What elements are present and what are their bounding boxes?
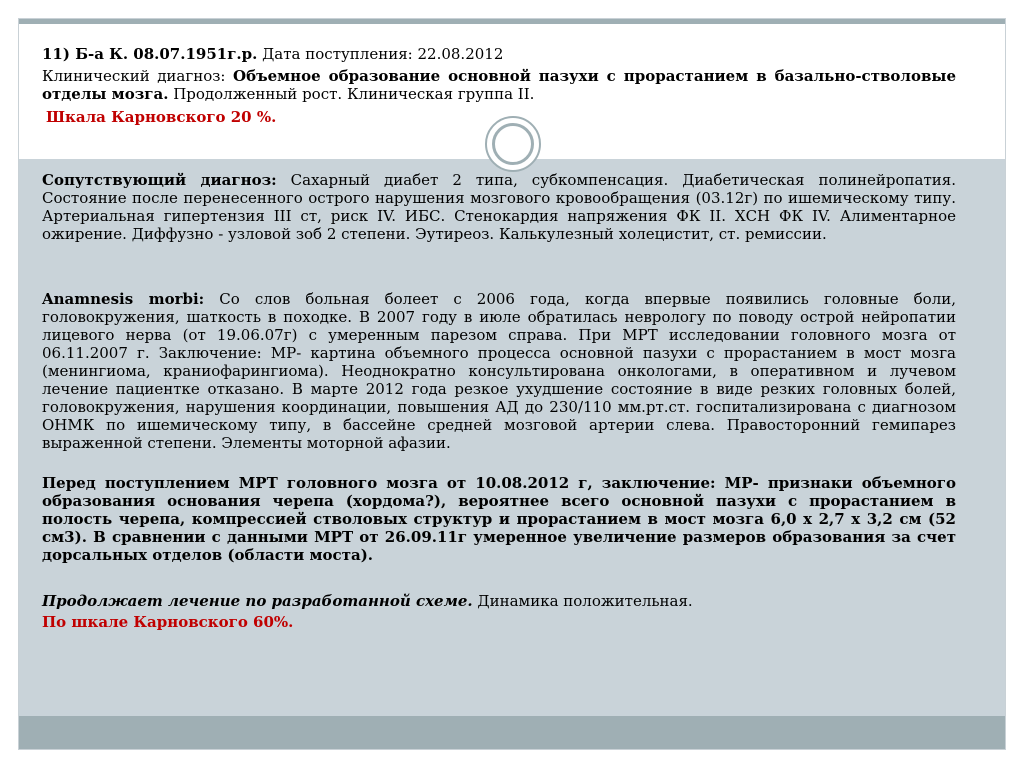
- bottom-accent-strip: [19, 716, 1005, 749]
- diagnosis-label: Клинический диагноз:: [42, 67, 233, 85]
- anamnesis-label: Anamnesis morbi:: [42, 290, 205, 308]
- karnofsky-initial: Шкала Карновского 20 %.: [46, 108, 277, 126]
- patient-id: 11) Б-а К. 08.07.1951г.р.: [42, 45, 258, 63]
- comorbid-diagnosis: [42, 171, 956, 243]
- comorbid-text: Сахарный диабет 2 типа, субкомпенсация. Диабетическая полинейропатия. Состояние после перенесенного острого нарушения мозгового кровообращения (03.12г) по ишемическому типу. Артериальная гипертензия III ст, риск IV. ИБС. Стенокардия напряжения ФК II. ХСН ФК IV. Алиментарное ожирение. Диффузно - узловой зоб 2 степени. Эутиреоз. Калькулезный холецистит, ст. ремиссии.: [42, 171, 956, 243]
- treatment-label: Продолжает лечение по разработанной схеме.: [42, 592, 473, 610]
- anamnesis-text: Со слов больная болеет с 2006 года, когда впервые появились головные боли, головокружения, шаткость в походке. В 2007 году в июле обратилась неврологу по поводу острой нейропатии лицевого нерва (от 19.06.07г) с умеренным парезом справа. При МРТ исследовании головного мозга от 06.11.2007 г. Заключение: МР- картина объемного процесса основной пазухи с прорастанием в мост мозга (менингиома, краниофарингиома). Неоднократно консультирована онкологами, в оперативном и лучевом лечение пациентке отказано. В марте 2012 года резкое ухудшение состояние в виде резких головных болей, головокружения, нарушения координации, повышения АД до 230/110 мм.рт.ст. госпитализирована с диагнозом ОНМК по ишемическому типу, в бассейне средней мозговой артерии слева. Правосторонний гемипарез выраженной степени. Элементы моторной афазии.: [42, 290, 956, 452]
- clinical-diagnosis: [42, 67, 956, 103]
- mri-conclusion: Перед поступлением МРТ головного мозга от 10.08.2012 г, заключение: МР- признаки объемного образования основания черепа (хордома?), вероятнее всего основной пазухи с прорастанием в полость черепа, компрессией стволовых структур и прорастанием в мост мозга 6,0 х 2,7 х 3,2 см (52 см3). В сравнении с данными МРТ от 26.09.11г умеренное увеличение размеров образования за счет дорсальных отделов (области моста).: [42, 474, 956, 564]
- admission-date: Дата поступления: 22.08.2012: [257, 45, 504, 63]
- treatment-line: [42, 592, 956, 610]
- anamnesis-morbi: [42, 290, 956, 452]
- karnofsky-final: По шкале Карновского 60%.: [42, 613, 294, 631]
- diagnosis-main: Объемное образование основной пазухи с прорастанием в базально-стволовые отделы мозга.: [42, 67, 956, 103]
- comorbid-label: Сопутствующий диагноз:: [42, 171, 277, 189]
- diagnosis-rest: Продолженный рост. Клиническая группа II.: [168, 85, 535, 103]
- divider-inner-ring: [492, 123, 534, 165]
- treatment-text: Динамика положительная.: [472, 592, 693, 610]
- patient-line: [42, 45, 956, 63]
- slide-frame: [18, 18, 1006, 750]
